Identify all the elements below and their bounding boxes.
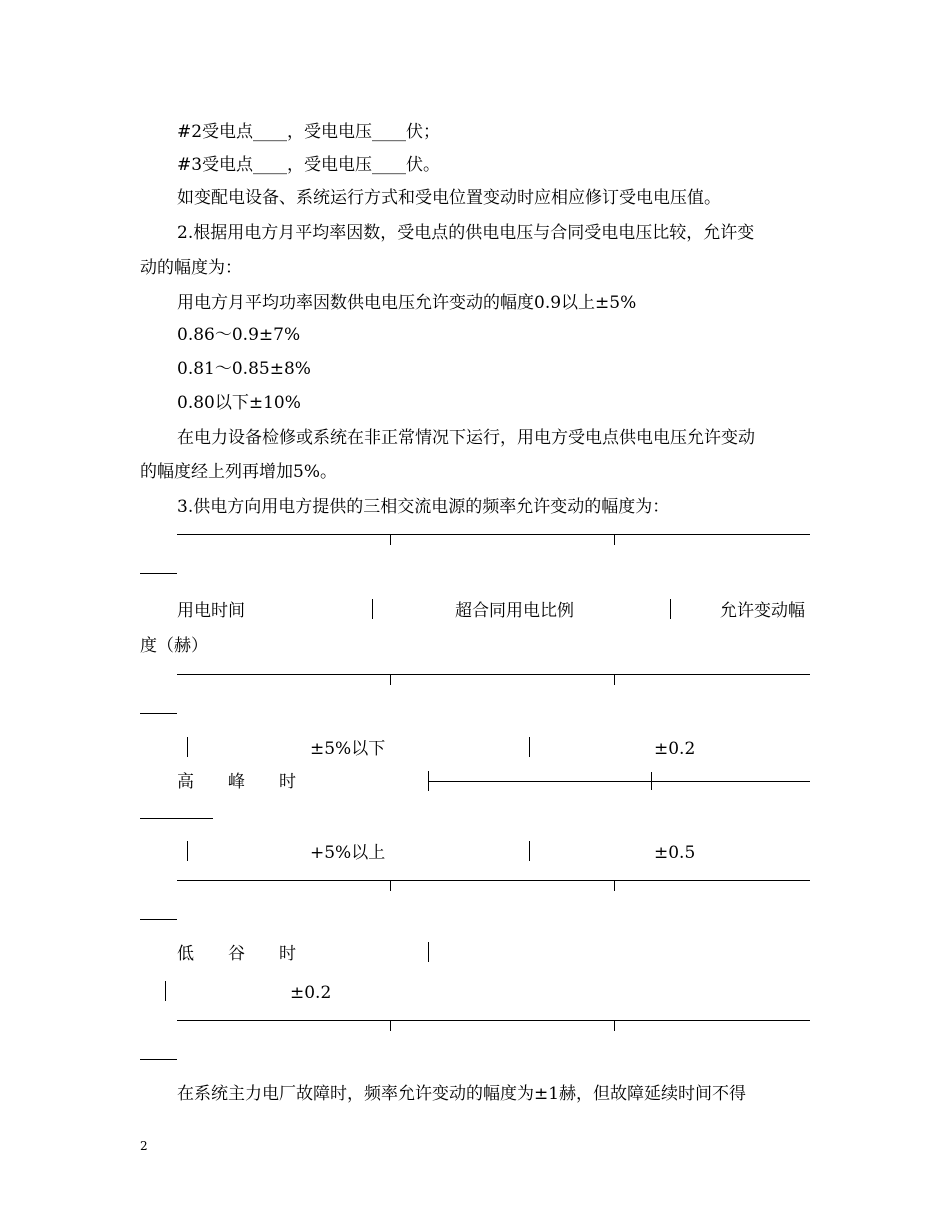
line-fault-clause: 在系统主力电厂故障时，频率允许变动的幅度为±1赫，但故障延续时间不得: [177, 1084, 747, 1104]
peak-split-rule-wrap: [140, 818, 213, 819]
line-maintenance-a: 在电力设备检修或系统在非正常情况下运行，用电方受电点供电电压允许变动: [177, 428, 755, 448]
peak-row-2-mid-bar: [529, 841, 530, 861]
table-rule-4-wrap: [140, 1059, 177, 1060]
line-clause-2-a: 2.根据用电方月平均率因数，受电点的供电电压与合同受电电压比较，允许变: [177, 223, 755, 243]
page-number: 2: [140, 1139, 148, 1153]
peak-row-1-mid-bar: [529, 737, 530, 757]
line-revision-note: 如变配电设备、系统运行方式和受电位置变动时应相应修订受电电压值。: [177, 188, 721, 208]
line-receiving-point-3: #3受电点____，受电电压____伏。: [177, 155, 441, 175]
peak-row-1-ratio: ±5%以下: [310, 739, 386, 759]
table-rule-2-wrap: [140, 713, 177, 714]
table-rule-4: [177, 1020, 810, 1021]
table-rule-3-tick-b: [614, 881, 615, 891]
table-rule-1-tick-a: [390, 535, 391, 545]
table-rule-1-wrap: [140, 573, 177, 574]
peak-row-2-left-bar: [187, 841, 188, 861]
table-rule-2-tick-a: [390, 675, 391, 685]
peak-row-1-left-bar: [187, 737, 188, 757]
peak-row-2-ratio: +5%以上: [310, 843, 386, 863]
peak-split-rule: [428, 781, 810, 782]
valley-value: ±0.2: [290, 983, 332, 1003]
line-clause-2-b: 动的幅度为：: [140, 258, 242, 278]
peak-time-label: 高 峰 时: [177, 772, 296, 792]
table-rule-4-tick-b: [614, 1021, 615, 1031]
line-pf-row-2: 0.81～0.85±8%: [177, 359, 311, 379]
valley-mid-bar: [428, 942, 429, 962]
table-header-divider-1: [372, 599, 373, 619]
line-power-factor-header: 用电方月平均功率因数供电电压允许变动的幅度0.9以上±5%: [177, 293, 637, 313]
table-rule-3-tick-a: [390, 881, 391, 891]
table-rule-2-tick-b: [614, 675, 615, 685]
table-rule-1: [177, 534, 810, 535]
line-receiving-point-2: #2受电点____，受电电压____伏；: [177, 122, 441, 142]
valley-time-label: 低 谷 时: [177, 944, 296, 964]
table-rule-4-tick-a: [390, 1021, 391, 1031]
table-header-amplitude: 允许变动幅: [720, 601, 805, 621]
peak-row-1-value: ±0.2: [654, 739, 696, 759]
table-rule-2: [177, 674, 810, 675]
table-header-amplitude-wrap: 度（赫）: [140, 636, 208, 656]
line-clause-3: 3.供电方向用电方提供的三相交流电源的频率允许变动的幅度为：: [177, 497, 670, 517]
valley-left-bar: [165, 981, 166, 1001]
peak-split-rule-tick: [651, 772, 652, 790]
table-header-divider-2: [670, 599, 671, 619]
line-pf-row-3: 0.80以下±10%: [177, 393, 301, 413]
table-rule-3-wrap: [140, 919, 177, 920]
line-pf-row-1: 0.86～0.9±7%: [177, 325, 301, 345]
table-header-ratio: 超合同用电比例: [455, 601, 574, 621]
peak-row-2-value: ±0.5: [654, 843, 696, 863]
table-rule-1-tick-b: [614, 535, 615, 545]
line-maintenance-b: 的幅度经上列再增加5%。: [140, 462, 337, 482]
table-header-time: 用电时间: [177, 601, 245, 621]
table-rule-3: [177, 880, 810, 881]
